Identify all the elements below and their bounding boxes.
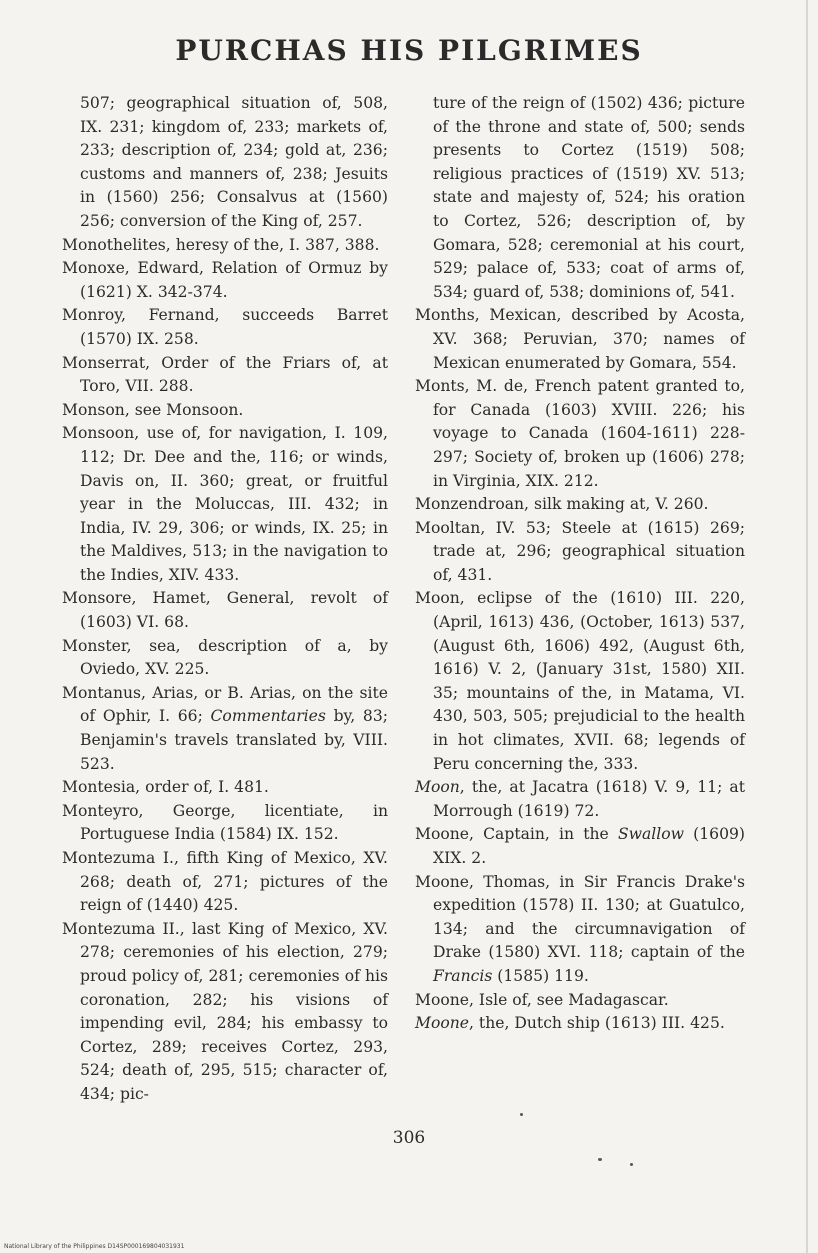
index-entry: [415, 823, 745, 870]
index-entry: [415, 871, 745, 989]
index-entry: [62, 682, 388, 776]
page-edge: [806, 0, 808, 1253]
italic-title: Francis: [433, 966, 493, 985]
entry-text: ture of the reign of (1502) 436; picture of the throne and state of, 500; sends presents to Cortez (1519) 508; religious practices of (1519) XV. 513; state and majesty of, 524; his oration to Cortez, 526; description of, by Gomara, 528; ceremonial at his court, 529; palace of, 533; coat of arms of, 534; guard of, 538; dominions of, 541.: [433, 94, 745, 301]
entry-text: Monzendroan, silk making at, V. 260.: [415, 495, 709, 514]
index-column-right: [415, 92, 745, 1036]
entry-text: Months, Mexican, described by Acosta, XV. 368; Peruvian, 370; names of Mexican enumerated by Gomara, 554.: [415, 306, 745, 372]
entry-text: Mooltan, IV. 53; Steele at (1615) 269; trade at, 296; geographical situation of, 431.: [415, 518, 745, 584]
entry-text: Montezuma II., last King of Mexico, XV. 278; ceremonies of his election, 279; proud policy of, 281; ceremonies of his coronation, 282; his visions of impending evil, 284; his embassy to Cortez, 289; receives Cortez, 293, 524; death of, 295, 515; character of, 434; pic-: [62, 919, 388, 1103]
page-number: 306: [392, 1128, 426, 1148]
index-entry: [62, 800, 388, 847]
index-entry: [415, 304, 745, 375]
entry-text: , the, at Jacatra (1618) V. 9, 11; at Morrough (1619) 72.: [433, 778, 745, 820]
entry-text: Monts, M. de, French patent granted to, for Canada (1603) XVIII. 226; his voyage to Canada (1604-1611) 228-297; Society of, broken up (1606) 278; in Virginia, XIX. 212.: [415, 377, 745, 490]
index-entry: [415, 375, 745, 493]
entry-text: Montezuma I., fifth King of Mexico, XV. 268; death of, 271; pictures of the reign of (1440) 425.: [62, 849, 388, 915]
entry-text: by, 83; Benjamin's travels translated by, VIII. 523.: [80, 707, 388, 773]
entry-text: 507; geographical situation of, 508, IX. 231; kingdom of, 233; markets of, 233; description of, 234; gold at, 236; customs and manners of, 238; Jesuits in (1560) 256; Consalvus at (1560) 256; conversion of the King of, 257.: [80, 94, 388, 230]
italic-title: Swallow: [617, 825, 684, 844]
entry-text: Monteyro, George, licentiate, in Portuguese India (1584) IX. 152.: [62, 801, 388, 844]
entry-text: Monson, see Monsoon.: [62, 400, 244, 419]
index-column-left: [62, 92, 388, 1107]
index-entry-continuation: [415, 92, 745, 304]
index-entry: [62, 847, 388, 918]
index-entry-continuation: [62, 92, 388, 234]
index-entry: [62, 587, 388, 634]
entry-text: Montanus, Arias, or B. Arias, on the site of Ophir, I. 66;: [62, 683, 388, 726]
index-entry: [415, 493, 745, 517]
entry-text: Monsore, Hamet, General, revolt of (1603) VI. 68.: [62, 589, 388, 632]
italic-title: Commentaries: [210, 707, 326, 726]
speck: [630, 1163, 633, 1166]
entry-text: Monroy, Fernand, succeeds Barret (1570) IX. 258.: [62, 306, 388, 348]
entry-text: , the, Dutch ship (1613) III. 425.: [469, 1014, 725, 1033]
index-entry: [62, 304, 388, 351]
index-entry: [62, 635, 388, 682]
index-entry: [62, 399, 388, 423]
index-entry: [62, 776, 388, 800]
entry-text: Monserrat, Order of the Friars of, at Toro, VII. 288.: [62, 353, 388, 396]
index-entry: [415, 1012, 745, 1036]
index-entry: [62, 257, 388, 304]
index-entry: [62, 234, 388, 258]
index-entry: [415, 587, 745, 776]
speck: [598, 1158, 602, 1161]
entry-text: Monoxe, Edward, Relation of Ormuz by (1621) X. 342-374.: [62, 259, 388, 301]
entry-text: Monsoon, use of, for navigation, I. 109, 112; Dr. Dee and the, 116; or winds, Davis on, II. 360; great, or fruitful year in the Moluccas, III. 432; in India, IV. 29, 306; or winds, IX. 25; in the Maldives, 513; in the navigation to the Indies, XIV. 433.: [62, 424, 388, 584]
entry-text: (1585) 119.: [492, 966, 589, 985]
italic-title: Moone: [415, 1014, 470, 1033]
entry-text: Monster, sea, description of a, by Oviedo, XV. 225.: [62, 636, 388, 679]
entry-text: Monothelites, heresy of the, I. 387, 388.: [62, 235, 380, 254]
entry-text: Moone, Isle of, see Madagascar.: [415, 990, 669, 1009]
italic-title: Moon: [415, 778, 460, 797]
index-entry: [62, 422, 388, 587]
speck: [520, 1113, 523, 1116]
entry-text: Montesia, order of, I. 481.: [62, 778, 269, 797]
index-entry: [62, 918, 388, 1107]
entry-text: Moone, Thomas, in Sir Francis Drake's expedition (1578) II. 130; at Guatulco, 134; and the circumnavigation of Drake (1580) XVI. 118; captain of the: [415, 872, 745, 962]
index-entry: [415, 517, 745, 588]
footer-credit: National Library of the Philippines D14SP000169804031931: [4, 1243, 185, 1250]
entry-text: Moone, Captain, in the: [415, 825, 618, 844]
index-entry: [415, 776, 745, 823]
index-entry: [62, 352, 388, 399]
page-title: PURCHAS HIS PILGRIMES: [175, 34, 643, 67]
entry-text: Moon, eclipse of the (1610) III. 220, (April, 1613) 436, (October, 1613) 537, (August 6th, 1606) 492, (August 6th, 1616) V. 2, (January 31st, 1580) XII. 35; mountains of the, in Matama, VI. 430, 503, 505; prejudicial to the health in hot climates, XVII. 68; legends of Peru concerning the, 333.: [415, 589, 745, 773]
index-entry: [415, 989, 745, 1013]
entry-text: (1609) XIX. 2.: [433, 825, 745, 867]
